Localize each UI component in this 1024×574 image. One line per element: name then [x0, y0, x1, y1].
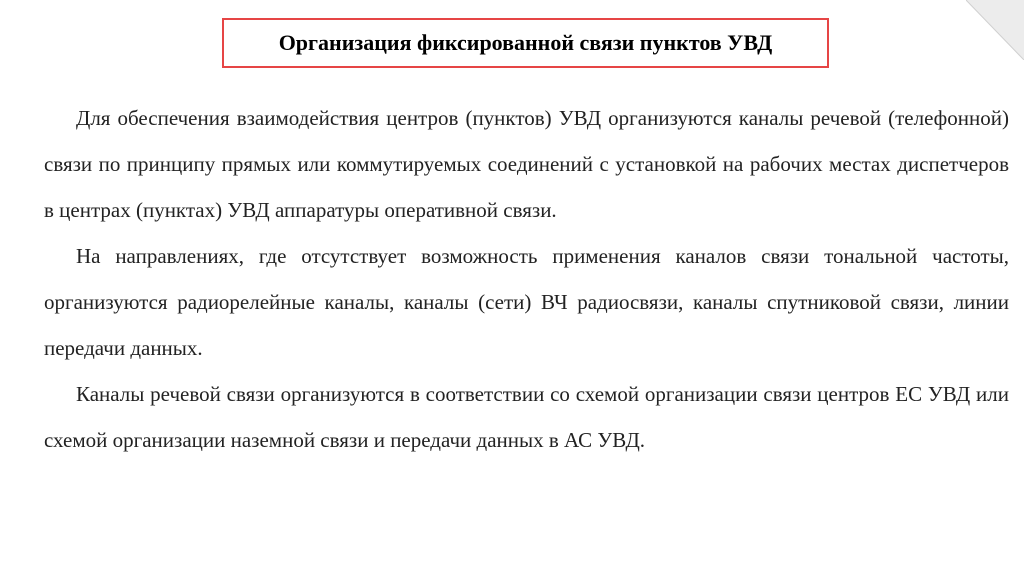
- corner-fold-decoration: [966, 0, 1024, 60]
- paragraph-2: На направлениях, где отсутствует возможность применения каналов связи тональной частоты, организуются радиорелейные каналы, каналы (сети) ВЧ радиосвязи, каналы спутниковой связи, линии передачи данных.: [44, 244, 1009, 360]
- paragraph-3: Каналы речевой связи организуются в соответствии со схемой организации связи центров ЕС УВД или схемой организации наземной связи и передачи данных в АС УВД.: [44, 382, 1009, 452]
- slide-body: [44, 95, 1009, 463]
- slide-title: Организация фиксированной связи пунктов УВД: [222, 18, 829, 68]
- paragraph-1: Для обеспечения взаимодействия центров (пунктов) УВД организуются каналы речевой (телефонной) связи по принципу прямых или коммутируемых соединений с установкой на рабочих местах диспетчеров в центрах (пунктах) УВД аппаратуры оперативной связи.: [44, 106, 1009, 222]
